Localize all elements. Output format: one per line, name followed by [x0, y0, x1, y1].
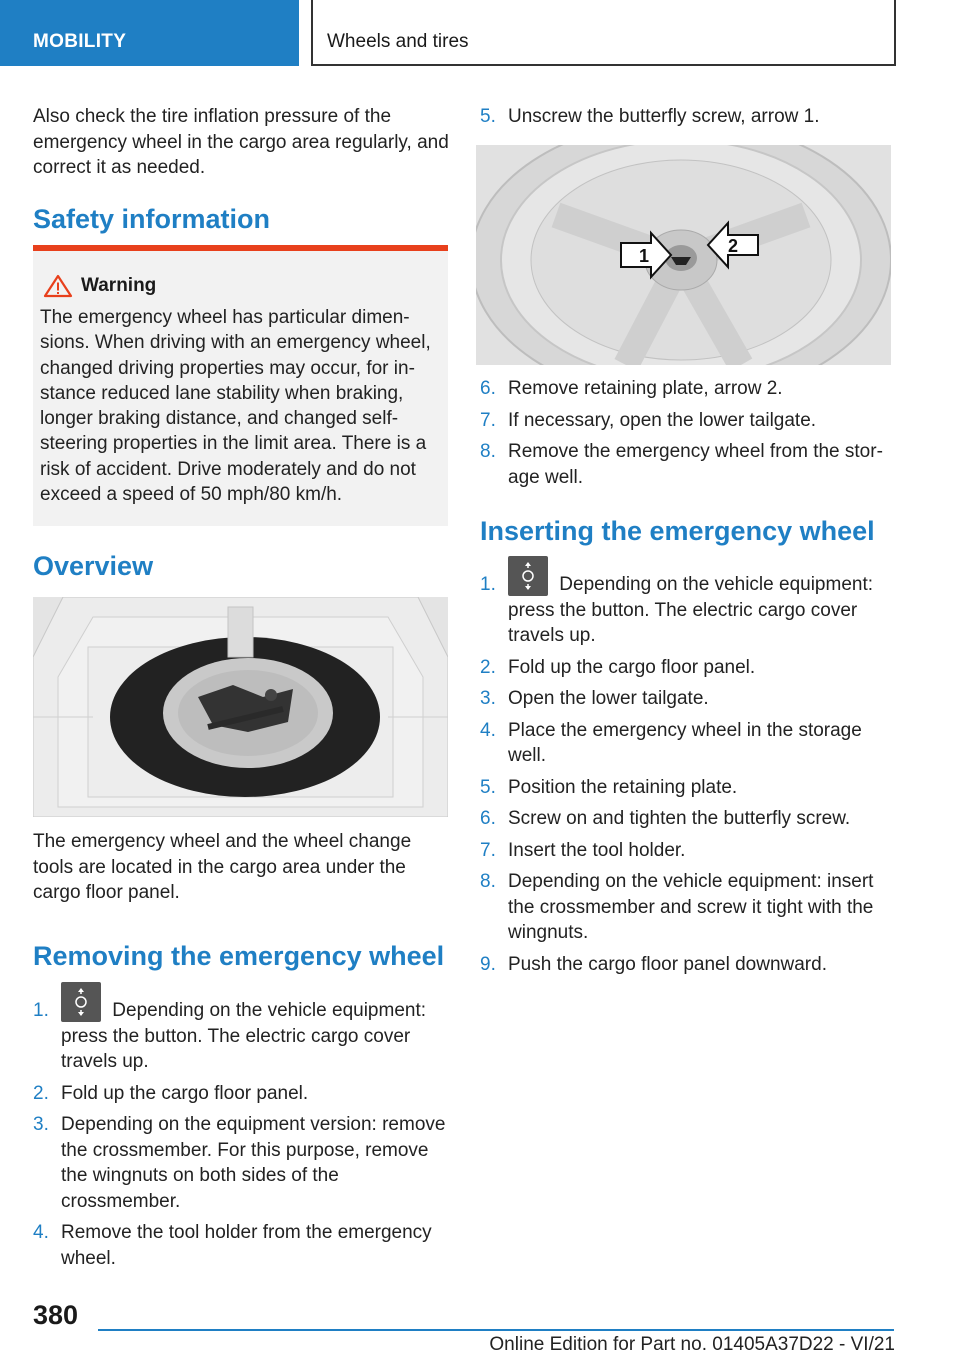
list-item: 1. Depending on the vehicle equipment: press the button. The electric cargo cover travels up. — [480, 556, 895, 649]
list-item: 7. If necessary, open the lower tailgate. — [480, 409, 817, 431]
page-number: 380 — [33, 1300, 79, 1330]
step-text: Fold up the cargo floor panel. — [61, 1082, 309, 1104]
step-text: Depending on the vehicle equipment: press the button. The electric cargo cover travels up. — [61, 1000, 427, 1072]
list-item: 9. Push the cargo floor panel downward. — [480, 953, 827, 975]
list-item: 8. Depending on the vehicle equipment: insert the crossmember and screw it tight with the wingnuts. — [480, 871, 874, 943]
arrow-label-2: 2 — [728, 236, 739, 256]
arrow-label-1: 1 — [639, 246, 650, 266]
list-item: 5. Unscrew the butterfly screw, arrow 1. — [480, 106, 820, 127]
section-tab: MOBILITY — [0, 0, 299, 66]
removing-steps-continued — [480, 104, 895, 130]
step-text: Fold up the cargo floor panel. — [508, 656, 756, 678]
topic-title: Wheels and tires — [311, 0, 896, 66]
list-item: 7. Insert the tool holder. — [480, 839, 686, 861]
step-text: Push the cargo floor panel downward. — [508, 953, 827, 975]
step-text: Remove the tool holder from the emergency wheel. — [61, 1222, 432, 1269]
footer-divider — [98, 1329, 894, 1331]
step-text: Place the emergency wheel in the storage well. — [508, 719, 862, 766]
edition-text: Online Edition for Part no. 01405A37D22 - VI/21 — [489, 1334, 895, 1355]
warning-text: The emergency wheel has particular dimensions. When driving with an emergency wheel, changed driving properties may occur, for instance reduced lane stability when braking, longer braking distance, and changed self-steering properties in the limit area. There is a risk of accident. Drive moderately and do not exceed a speed of 50 mph/80 km/h. — [40, 307, 431, 506]
warning-title: Warning — [81, 275, 157, 296]
list-item: 2. Fold up the cargo floor panel. — [33, 1082, 309, 1104]
inserting-steps-list — [480, 556, 895, 977]
list-item: 2. Fold up the cargo floor panel. — [480, 656, 756, 678]
list-item: 4. Place the emergency wheel in the storage well. — [480, 719, 862, 766]
step-text: Depending on the vehicle equipment: press the button. The electric cargo cover travels up. — [508, 574, 874, 646]
step-text: Open the lower tailgate. — [508, 688, 709, 709]
page-header — [0, 0, 960, 66]
step-text: Remove retaining plate, arrow 2. — [508, 378, 783, 399]
step-text: Depending on the vehicle equipment: insert the crossmember and screw it tight with the wingnuts. — [508, 871, 874, 943]
warning-icon — [43, 274, 73, 298]
inserting-heading: Inserting the emergency wheel — [480, 516, 875, 546]
butterfly-screw-image — [476, 145, 891, 365]
cargo-cover-button-icon — [508, 556, 548, 596]
list-item: 3. Depending on the equipment version: remove the crossmember. For this purpose, remove the wingnuts on both sides of the crossmember. — [33, 1114, 446, 1212]
step-text: Screw on and tighten the butterfly screw. — [508, 808, 851, 829]
safety-heading: Safety information — [33, 204, 271, 234]
removing-heading: Removing the emergency wheel — [33, 941, 445, 971]
list-item: 5. Position the retaining plate. — [480, 776, 738, 798]
step-text: Insert the tool holder. — [508, 839, 686, 861]
warning-box — [33, 245, 448, 526]
intro-paragraph: Also check the tire inflation pressure of the emergency wheel in the cargo area regularly, and correct it as needed. — [33, 106, 449, 178]
list-item: 8. Remove the emergency wheel from the storage well. — [480, 441, 883, 488]
cargo-cover-button-icon — [61, 982, 101, 1022]
list-item: 3. Open the lower tailgate. — [480, 688, 709, 709]
list-item: 6. Screw on and tighten the butterfly screw. — [480, 808, 851, 829]
overview-heading: Overview — [33, 551, 154, 581]
list-item: 6. Remove retaining plate, arrow 2. — [480, 378, 783, 399]
list-item: 1. Depending on the vehicle equipment: press the button. The electric cargo cover travels up. — [33, 982, 451, 1075]
overview-text: The emergency wheel and the wheel change tools are located in the cargo area under the cargo floor panel. — [33, 831, 412, 903]
removing-steps-continued-b — [480, 376, 895, 490]
step-text: If necessary, open the lower tailgate. — [508, 409, 817, 431]
step-text: Position the retaining plate. — [508, 776, 738, 798]
spare-wheel-in-cargo-image — [33, 597, 448, 817]
step-text: Depending on the equipment version: remove the crossmember. For this purpose, remove the wingnuts on both sides of the crossmember. — [61, 1114, 446, 1212]
list-item: 4. Remove the tool holder from the emergency wheel. — [33, 1222, 432, 1269]
step-text: Remove the emergency wheel from the storage well. — [508, 441, 883, 488]
removing-steps-list — [33, 982, 451, 1271]
step-text: Unscrew the butterfly screw, arrow 1. — [508, 106, 820, 127]
cargo-area-illustration — [33, 597, 448, 817]
wheel-screw-illustration — [476, 145, 891, 365]
